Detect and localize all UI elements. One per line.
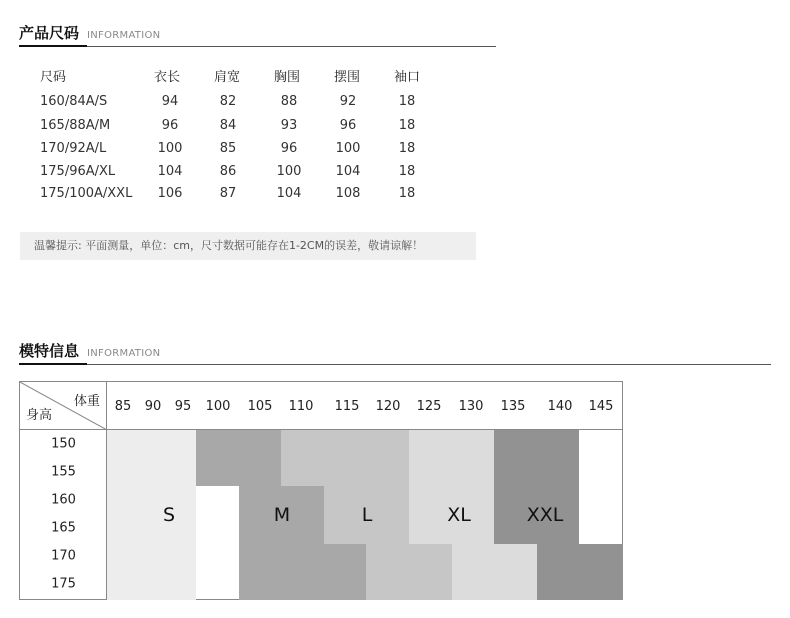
measurement-cell: 82 [219,94,237,109]
measurement-cell: 104 [157,164,183,179]
height-column [20,430,107,600]
measurement-cell: 18 [398,118,416,133]
measurement-cell: 18 [398,186,416,201]
measurement-cell: 108 [335,186,361,201]
weight-header-row [107,382,623,430]
model-info-subtitle: INFORMATION [87,348,161,359]
measurement-cell: 104 [276,186,302,201]
size-zone-label: M [273,504,291,526]
size-zone-xl [452,544,537,600]
size-table-header: 袖口 [394,70,421,85]
measurement-cell: 100 [276,164,302,179]
model-info-title: 模特信息 [19,342,80,360]
weight-value: 85 [114,399,132,414]
size-label-cell: 160/84A/S [40,94,108,109]
weight-value: 140 [547,399,573,414]
measurement-cell: 18 [398,94,416,109]
measurement-cell: 96 [339,118,357,133]
weight-value: 95 [174,399,192,414]
measurement-cell: 87 [219,186,237,201]
height-value: 155 [51,464,76,480]
measurement-cell: 96 [161,118,179,133]
size-label-cell: 170/92A/L [40,141,107,156]
size-zone-label: XXL [526,504,564,526]
measurement-cell: 94 [161,94,179,109]
height-label: 身高 [26,408,53,423]
product-size-heading [19,22,160,43]
measurement-cell: 84 [219,118,237,133]
size-table-header: 衣长 [154,70,181,85]
weight-value: 105 [247,399,273,414]
height-value: 170 [51,548,76,564]
size-zone-xxl [494,430,579,544]
product-size-subtitle: INFORMATION [87,30,161,41]
size-zone-l [366,544,452,600]
measurement-cell: 93 [280,118,298,133]
size-zone-xxl [537,544,623,600]
measurement-cell: 96 [280,141,298,156]
weight-value: 115 [334,399,360,414]
height-value: 160 [51,492,76,508]
title-underline [19,45,87,47]
size-zone-l [281,430,409,486]
size-zone-label: S [162,504,176,526]
model-info-heading [19,340,160,361]
size-zone-m [196,430,281,486]
weight-value: 110 [288,399,314,414]
measurement-cell: 18 [398,164,416,179]
size-zone-m [239,544,366,600]
measurement-cell: 92 [339,94,357,109]
size-table-header: 尺码 [40,70,67,85]
size-label-cell: 165/88A/M [40,118,111,133]
measurement-cell: 100 [157,141,183,156]
size-zone-label: L [361,504,373,526]
size-zone-label: XL [447,504,471,526]
corner-header [20,382,107,430]
size-grid [107,430,623,600]
height-value: 175 [51,576,76,592]
size-table-header: 摆围 [334,70,361,85]
title-rule [87,46,496,47]
size-zone-s [107,430,196,600]
size-label-cell: 175/96A/XL [40,164,116,179]
measurement-cell: 104 [335,164,361,179]
measurement-notice: 温馨提示: 平面测量，单位：cm，尺寸数据可能存在1-2CM的误差，敬请谅解！ [20,232,476,260]
weight-value: 135 [500,399,526,414]
weight-value: 130 [458,399,484,414]
weight-label: 体重 [73,394,100,409]
size-table-header: 肩宽 [214,70,241,85]
weight-value: 120 [375,399,401,414]
size-recommendation-chart [19,381,623,600]
size-zone-xl [409,430,494,486]
weight-value: 90 [144,399,162,414]
measurement-cell: 86 [219,164,237,179]
height-value: 165 [51,520,76,536]
measurement-cell: 100 [335,141,361,156]
weight-value: 100 [205,399,231,414]
measurement-cell: 18 [398,141,416,156]
size-table-header: 胸围 [274,70,301,85]
model-title-rule [87,364,771,365]
measurement-cell: 88 [280,94,298,109]
measurement-cell: 106 [157,186,183,201]
measurement-cell: 85 [219,141,237,156]
product-size-title: 产品尺码 [19,24,80,42]
weight-value: 145 [588,399,614,414]
height-value: 150 [51,436,76,452]
weight-value: 125 [416,399,442,414]
size-label-cell: 175/100A/XXL [40,186,133,201]
model-title-underline [19,363,87,365]
